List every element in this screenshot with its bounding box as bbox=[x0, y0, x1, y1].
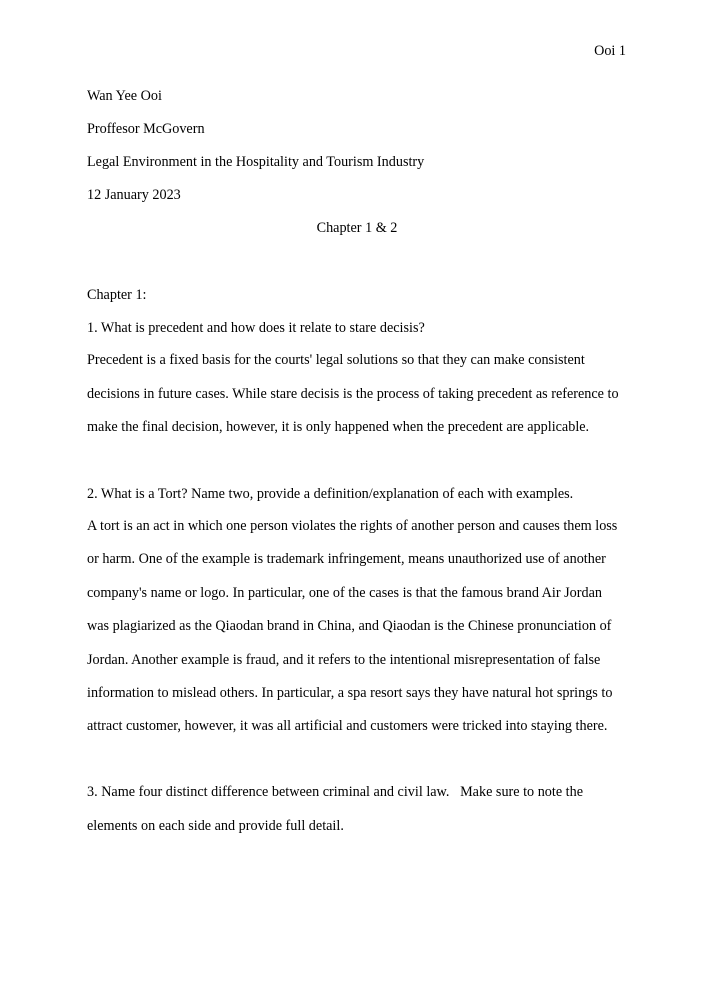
question-3-line: elements on each side and provide full detail. bbox=[87, 818, 344, 834]
answer-2-line: attract customer, however, it was all artificial and customers were tricked into staying there. bbox=[87, 718, 608, 734]
question-1: 1. What is precedent and how does it relate to stare decisis? bbox=[87, 320, 425, 336]
question-2: 2. What is a Tort? Name two, provide a definition/explanation of each with examples. bbox=[87, 486, 574, 502]
answer-2-line: was plagiarized as the Qiaodan brand in China, and Qiaodan is the Chinese pronunciation of bbox=[87, 618, 612, 634]
answer-2-line: Jordan. Another example is fraud, and it refers to the intentional misrepresentation of false bbox=[87, 652, 601, 668]
document-date: 12 January 2023 bbox=[87, 187, 181, 203]
question-3-line: 3. Name four distinct difference between criminal and civil law. Make sure to note the bbox=[87, 784, 583, 800]
answer-2-line: information to mislead others. In particular, a spa resort says they have natural hot springs to bbox=[87, 685, 613, 701]
professor-name: Proffesor McGovern bbox=[87, 121, 205, 137]
document-title: Chapter 1 & 2 bbox=[316, 220, 398, 236]
chapter-label: Chapter 1: bbox=[87, 287, 147, 303]
author-name: Wan Yee Ooi bbox=[87, 88, 162, 104]
answer-2-line: company's name or logo. In particular, one of the cases is that the famous brand Air Jordan bbox=[87, 585, 602, 601]
course-name: Legal Environment in the Hospitality and Tourism Industry bbox=[87, 154, 425, 170]
answer-2-line: or harm. One of the example is trademark infringement, means unauthorized use of another bbox=[87, 551, 606, 567]
answer-1-line: decisions in future cases. While stare decisis is the process of taking precedent as reference to bbox=[87, 386, 619, 402]
answer-1-line: make the final decision, however, it is only happened when the precedent are applicable. bbox=[87, 419, 590, 435]
answer-2-line: A tort is an act in which one person violates the rights of another person and causes them loss bbox=[87, 518, 618, 534]
answer-1-line: Precedent is a fixed basis for the courts' legal solutions so that they can make consistent bbox=[87, 352, 585, 368]
page-header: Ooi 1 bbox=[594, 43, 626, 59]
